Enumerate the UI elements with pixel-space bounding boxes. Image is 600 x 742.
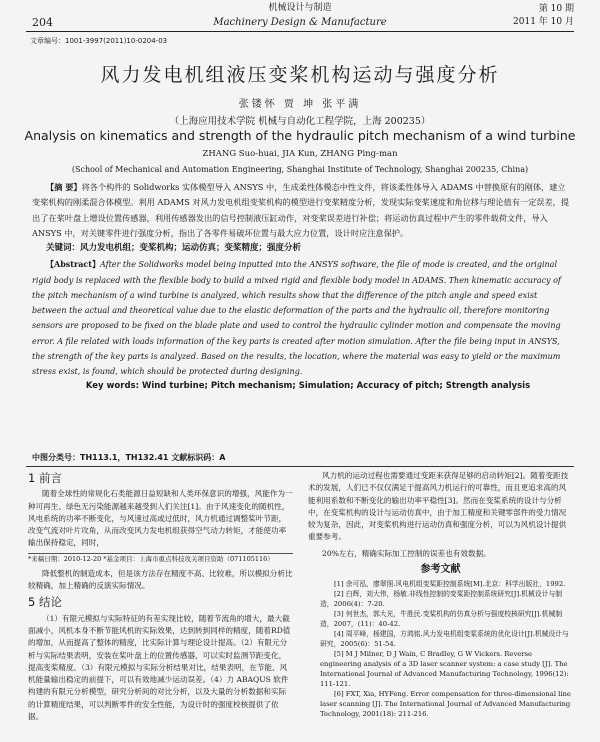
page-number: 204 <box>32 16 53 29</box>
affiliation-cn: （上海应用技术学院 机械与自动化工程学院，上海 200235） <box>169 116 431 127</box>
keywords-cn-label: 关键词： <box>46 243 81 254</box>
references-heading: 参考文献 <box>420 564 461 576</box>
conclusion-paragraph: （1）有限元模拟与实际特征的有差实现比较，随着节流角的增大，最大截面减小，风机本身不断节能风机的实际效果，达到转到同样的精度，随着RD值的增加，从而提高了整体的精度，比实际计算与理论设计提高。（2）有限元分析与实际结果表明，安装在桨叶盘上的位置传感器，可以实时监测节距变化，提高变桨精度。（3）有限元模拟与实际分析结果对比，结果表明，在节能、风机能量输出稳定的前提下，可以有效地减少运动误差。（4）力 ABAQUS 软件构建的有限元分析模型，研究分析间的对比分析，以及大量的分析数据和实际的计算精度结果，可以判断零件的安全性能，为设计时的强度校核提供了依据。 <box>28 613 291 722</box>
header-rule <box>26 31 574 32</box>
paper-title-en: Analysis on kinematics and strength of the hydraulic pitch mechanism of a wind turbine <box>24 128 576 143</box>
footnote: *来稿日期：2010-12-20 *基金项目：上海市重点科技攻关项目资助（071105116） <box>28 553 293 564</box>
abstract-cn-label: 【摘 要】 <box>46 182 82 192</box>
authors-en: ZHANG Suo-huai, JIA Kun, ZHANG Ping-man <box>202 149 398 159</box>
reference-item: [3] 何世杰，郭大光，牛胜民.变桨机构的仿真分析与强度校核研究[J].机械制造，2007，(11)：40-42. <box>320 610 563 629</box>
left-continuation: 降低整机的制造成本，但是该方法存在精度不高、比较难，所以模拟分析比较精确，加上精确的反演实际情况。 <box>28 568 293 591</box>
keywords-en <box>32 379 570 394</box>
reference-item: [2] 白辉，刘大伟，杨敏.非线性控制的变桨距控制系统研究[J].机械设计与制造，2006(4)：7-20. <box>320 590 563 609</box>
classification-line: 中图分类号：TH113.1，TH132.41 文献标识码：A <box>32 453 226 462</box>
abstract-en-text: After the Solidworks model being inputted into the ANSYS software, the file of mode is created, and the original rigid body is replaced with the flexible body to build a mixed rigid and flexible body model in ADAMS. Then kinematic accuracy of the pitch mechanism of a wind turbine is analyzed, which results show that the difference of the pitch angle and speed exist between the actual and theoretical value due to the elastic deformation of the parts and the hydraulic oil, therefore monitoring sensors are proposed to be fixed on the blade plate and used to control the hydraulic cylinder motion and compensate the moving error. A file related with loads information of the key parts is created after motion simulation. After the file being input in ANSYS, the strength of the key parts is analyzed. Based on the results, the location, where the material was easy to yield or the maximum stress exist, is found, which should be protected during designing. <box>32 260 561 376</box>
abstract-en-label: 【Abstract】 <box>46 259 100 270</box>
reference-item: [1] 余可泓，廖翠照.风电机组变桨距控制系统[M].北京：科学出版社，1992. <box>334 580 566 589</box>
authors-cn: 张镂怀 贾 坤 张平满 <box>238 99 362 110</box>
reference-item: [6] FXT, Xia, HYFeng. Error compensation for three-dimensional line laser scanning [J]. The International Journal of Advanced Manufacturing Technology, 2001(18): 211-216. <box>320 690 571 719</box>
keywords-en-label: Key words: <box>85 381 139 392</box>
reference-list <box>308 579 573 719</box>
keywords-cn-text: 风力发电机组；变桨机构；运动仿真；变桨精度；强度分析 <box>80 243 302 254</box>
affiliation-en: (School of Mechanical and Automation Engineering, Shanghai Institute of Technology, Shanghai 200235, China) <box>71 165 529 174</box>
reference-item: [4] 周平峰，杨建国，方鸿铭.风力发电机组变桨系统的优化设计[J].机械设计与研究，2005(6)：51-54. <box>320 630 569 649</box>
paper-title-cn: 风力发电机组液压变桨机构运动与强度分析 <box>100 64 500 86</box>
issue-info <box>513 3 574 29</box>
issue-date: 2011 年 10 月 <box>513 17 574 27</box>
abstract-cn <box>32 180 570 241</box>
keywords-en-text: Wind turbine; Pitch mechanism; Simulation; Accuracy of pitch; Strength analysis <box>141 381 531 392</box>
running-header-journal-en: Machinery Design & Manufacture <box>213 17 387 28</box>
right-intro-paragraph: 风力机的运动过程也需要通过变距来获得足够的启动转矩[2]。随着变距技术的发展，人们已不仅仅满足于提高风力机运行的可靠性，而且更追求高的风能利用系数和不断变化的输出功率平稳性[3]。然而在变桨系统的设计与分析中，在变桨机构的设计与运动仿真中，由于加工精度和关键零部件的受力情况较为复杂，因此，对变桨机构进行运动仿真和强度分析，可以为风机设计提供重要参考。 <box>308 471 569 542</box>
right-continuation: 20%左右，精确实际加工控制的误差也有效数据。 <box>322 548 491 558</box>
abstract-en <box>32 257 570 379</box>
running-header-journal: 机械设计与制造 <box>268 3 332 13</box>
body-separator <box>26 466 574 467</box>
abstract-cn-text: 将各个构件的 Solidworks 实体模型导入 ANSYS 中，生成柔性体模态中性文件，将该柔性体导入 ADAMS 中替换原有的刚体，建立变桨机构的刚柔混合体模型。利用 ADAMS 对风力发电机组变桨机构的模型进行变桨精度分析，发现实际变桨速度和角位移与理论值有一定误差，提出了在桨叶盘上增设位置传感器，利用传感器发出的信号控制液压缸动作，对变桨误差进行补偿；将运动仿真过程中产生的零件载荷文件，导入 ANSYS 中，对关键零件进行强度分析，指出了各零件易破坏位置与最大应力位置，设计时应注意保护。 <box>32 182 570 238</box>
right-column <box>308 470 573 719</box>
doc-number: 文章编号：1001-3997(2011)10-0204-03 <box>30 37 168 45</box>
left-column <box>28 470 293 723</box>
abstract-block <box>32 180 570 394</box>
intro-paragraph: 随着全球性的常规化石类能源日益短缺和人类环保意识的增强，风能作为一种可再生、绿色无污染能源越来越受到人们关注[1]。由于风速变化的随机性，风电系统的功率不断变化，与风速过高或过低时，风力机通过调整桨叶节距，改变气流对叶片攻角，从而改变风力发电机组获得空气动力转矩，才能使功率输出保持稳定，同时， <box>28 489 293 548</box>
section-heading-conclusion: 5 结论 <box>28 595 62 610</box>
keywords-cn <box>32 241 570 256</box>
section-heading-intro: 1 前言 <box>28 471 62 485</box>
reference-item: [5] M J Milner, D J Wain, C Bradley, G W Vickers. Reverse engineering analysis of a 3D laser scanner system: a case study [J]. The International Journal of Advanced Manufacturing Technology, 1996(12): 111-121. <box>320 650 569 689</box>
issue-number: 第 10 期 <box>538 4 574 14</box>
